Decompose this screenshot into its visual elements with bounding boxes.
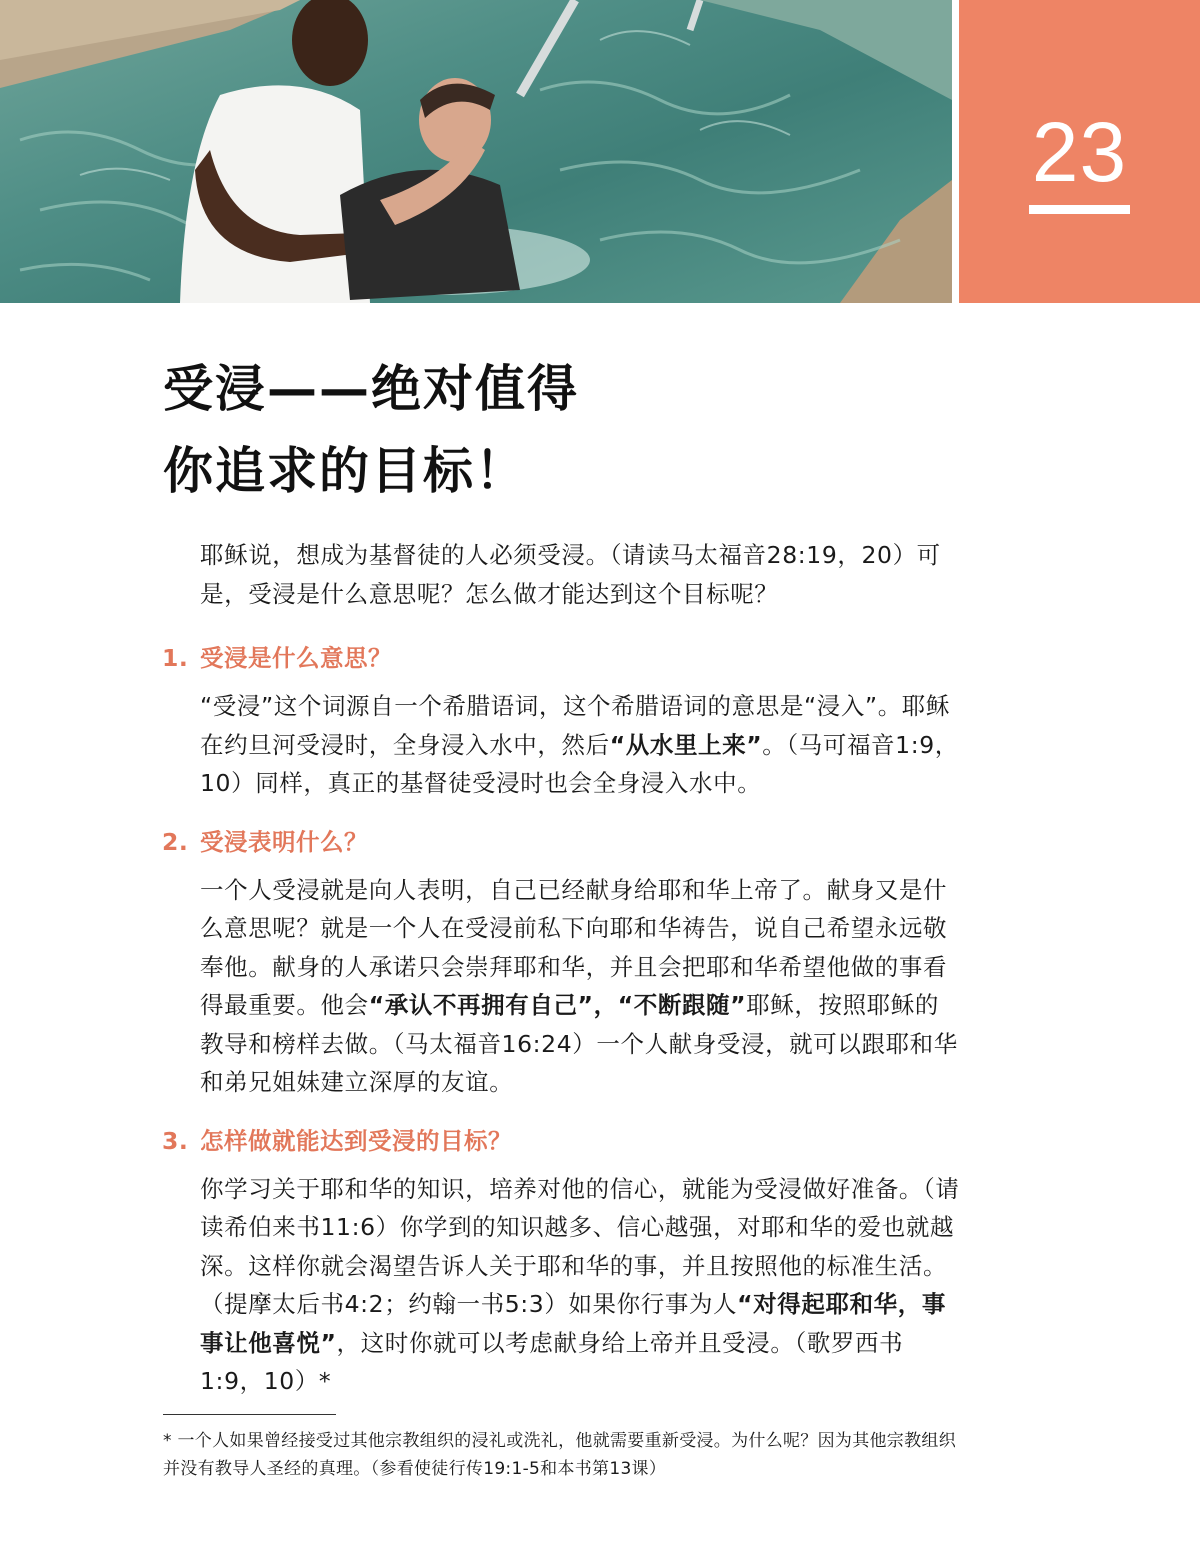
- footnote-divider: [163, 1414, 336, 1415]
- section-paragraph: [200, 1170, 960, 1401]
- section-heading-text: 怎样做就能达到受浸的目标？: [200, 1126, 512, 1155]
- emphasis-quote: “从水里上来”: [609, 730, 763, 759]
- paragraph-text: 。（马可福音1:9，10）同样，真正的基督徒受浸时也会全身浸入水中。: [200, 730, 959, 797]
- intro-paragraph: 耶稣说，想成为基督徒的人必须受浸。（请读马太福音28:19，20）可是，受浸是什么意思呢？怎么做才能达到这个目标呢？: [200, 541, 941, 608]
- baptism-photo: [0, 0, 952, 303]
- section-heading: [162, 823, 960, 861]
- section-heading-text: 受浸是什么意思？: [200, 644, 392, 672]
- section-number: 1.: [162, 644, 189, 672]
- section-1: [162, 639, 960, 803]
- section-heading: [162, 1122, 960, 1160]
- emphasis-quote: “承认不再拥有自己”，“不断跟随”: [368, 991, 747, 1019]
- chapter-number: 23: [1031, 105, 1128, 199]
- section-heading-text: 受浸表明什么？: [200, 827, 368, 856]
- paragraph-text: “受浸”这个词源自一个希腊语词，这个希腊语词的意思是“浸入”。耶稣在约旦河受浸时，全身浸入水中，然后: [200, 692, 950, 759]
- chapter-underline: [1029, 205, 1130, 214]
- paragraph-text: ，这时你就可以考虑献身给上帝并且受浸。（歌罗西书1:9，10）*: [200, 1328, 904, 1395]
- page-title: [163, 348, 579, 512]
- paragraph-text: 耶稣，按照耶稣的教导和榜样去做。（马太福音16:24）一个人献身受浸，就可以跟耶和华和弟兄姐妹建立深厚的友谊。: [200, 991, 958, 1096]
- emphasis-quote: “对得起耶和华，事事让他喜悦”: [200, 1290, 946, 1357]
- article-body: [162, 536, 960, 1421]
- section-heading: [162, 639, 960, 677]
- section-paragraph: [200, 871, 960, 1102]
- chapter-badge: [959, 0, 1200, 303]
- paragraph-text: 你学习关于耶和华的知识，培养对他的信心，就能为受浸做好准备。（请读希伯来书11:6）你学到的知识越多、信心越强，对耶和华的爱也就越深。这样你就会渴望告诉人关于耶和华的事，并且按照他的标准生活。（提摩太后书4:2；约翰一书5:3）如果你行事为人: [200, 1174, 960, 1318]
- title-line-2: 你追求的目标！: [163, 442, 527, 500]
- section-paragraph: [200, 687, 960, 803]
- section-2: [162, 823, 960, 1102]
- section-3: [162, 1122, 960, 1401]
- paragraph-text: 一个人受浸就是向人表明，自己已经献身给耶和华上帝了。献身又是什么意思呢？就是一个人在受浸前私下向耶和华祷告，说自己希望永远敬奉他。献身的人承诺只会崇拜耶和华，并且会把耶和华希望他做的事看得最重要。他会: [200, 875, 948, 1019]
- footnote: * 一个人如果曾经接受过其他宗教组织的浸礼或洗礼，他就需要重新受浸。为什么呢？因为其他宗教组织并没有教导人圣经的真理。（参看使徒行传19:1-5和本书第13课）: [163, 1431, 957, 1479]
- section-number: 3.: [162, 1126, 189, 1155]
- section-number: 2.: [162, 827, 189, 856]
- title-line-1: 受浸——绝对值得: [163, 360, 579, 418]
